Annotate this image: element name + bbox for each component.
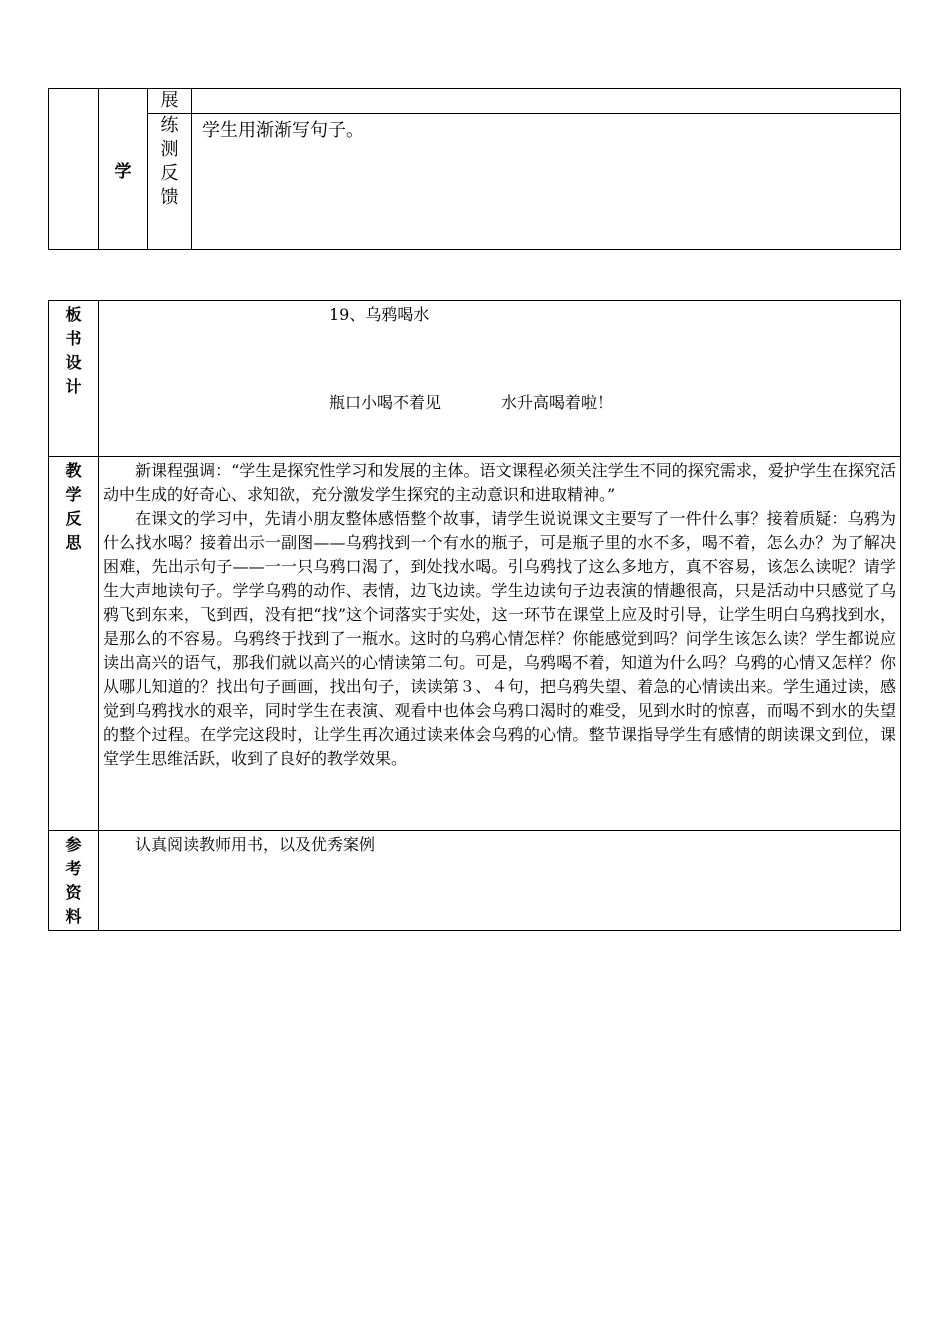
student-label: 学 bbox=[99, 89, 148, 250]
board-title: 19、乌鸦喝水 bbox=[329, 305, 430, 324]
board-design-content bbox=[99, 301, 901, 457]
lesson-process-table bbox=[48, 88, 901, 250]
board-line-left: 瓶口小喝不着见 bbox=[329, 393, 442, 412]
row-label-practice: 练 测 反 馈 bbox=[148, 114, 192, 250]
reflection-paragraph: 新课程强调：“学生是探究性学习和发展的主体。语文课程必须关注学生不同的探究需求，爱护学生在探究活动中生成的好奇心、求知欲，充分激发学生探究的主动意识和进取精神。” bbox=[103, 461, 896, 504]
lesson-summary-table bbox=[48, 300, 901, 931]
reflection-paragraph: 在课文的学习中，先请小朋友整体感悟整个故事，请学生说说课文主要写了一件什么事？接着质疑：乌鸦为什么找水喝？接着出示一副图——乌鸦找到一个有水的瓶子，可是瓶子里的水不多，喝不着，怎么办？为了解决困难，先出示句子——一一只乌鸦口渴了，到处找水喝。引乌鸦找了这么多地方，真不容易，该怎么读呢？请学生大声地读句子。学学乌鸦的动作、表情，边飞边读。学生边读句子边表演的情趣很高，只是活动中只感觉了乌鸦飞到东来，飞到西，没有把“找”这个词落实于实处，这一环节在课堂上应及时引导，让学生明白乌鸦找到水，是那么的不容易。乌鸦终于找到了一瓶水。这时的乌鸦心情怎样？你能感觉到吗？问学生该怎么读？学生都说应读出高兴的语气，那我们就以高兴的心情读第二句。可是，乌鸦喝不着，知道为什么吗？乌鸦的心情又怎样？你从哪儿知道的？找出句子画画，找出句子，读读第３、４句，把乌鸦失望、着急的心情读出来。学生通过读，感觉到乌鸦找水的艰辛，同时学生在表演、观看中也体会乌鸦口渴时的难受，见到水时的惊喜，而喝不到水的失望的整个过程。在学完这段时，让学生再次通过读来体会乌鸦的心情。整节课指导学生有感情的朗读课文到位，课堂学生思维活跃，收到了良好的教学效果。 bbox=[103, 509, 896, 768]
practice-content: 学生用渐渐写句子。 bbox=[192, 114, 901, 250]
stage-cell bbox=[49, 89, 99, 250]
reflection-label: 教 学 反 思 bbox=[49, 457, 99, 831]
reflection-content bbox=[99, 457, 901, 831]
row-label-show: 展 bbox=[148, 89, 192, 114]
board-line-right: 水升高喝着啦！ bbox=[501, 393, 614, 412]
reference-content: 认真阅读教师用书，以及优秀案例 bbox=[99, 831, 901, 931]
show-content bbox=[192, 89, 901, 114]
board-design-label: 板 书 设 计 bbox=[49, 301, 99, 457]
reference-label: 参 考 资 料 bbox=[49, 831, 99, 931]
